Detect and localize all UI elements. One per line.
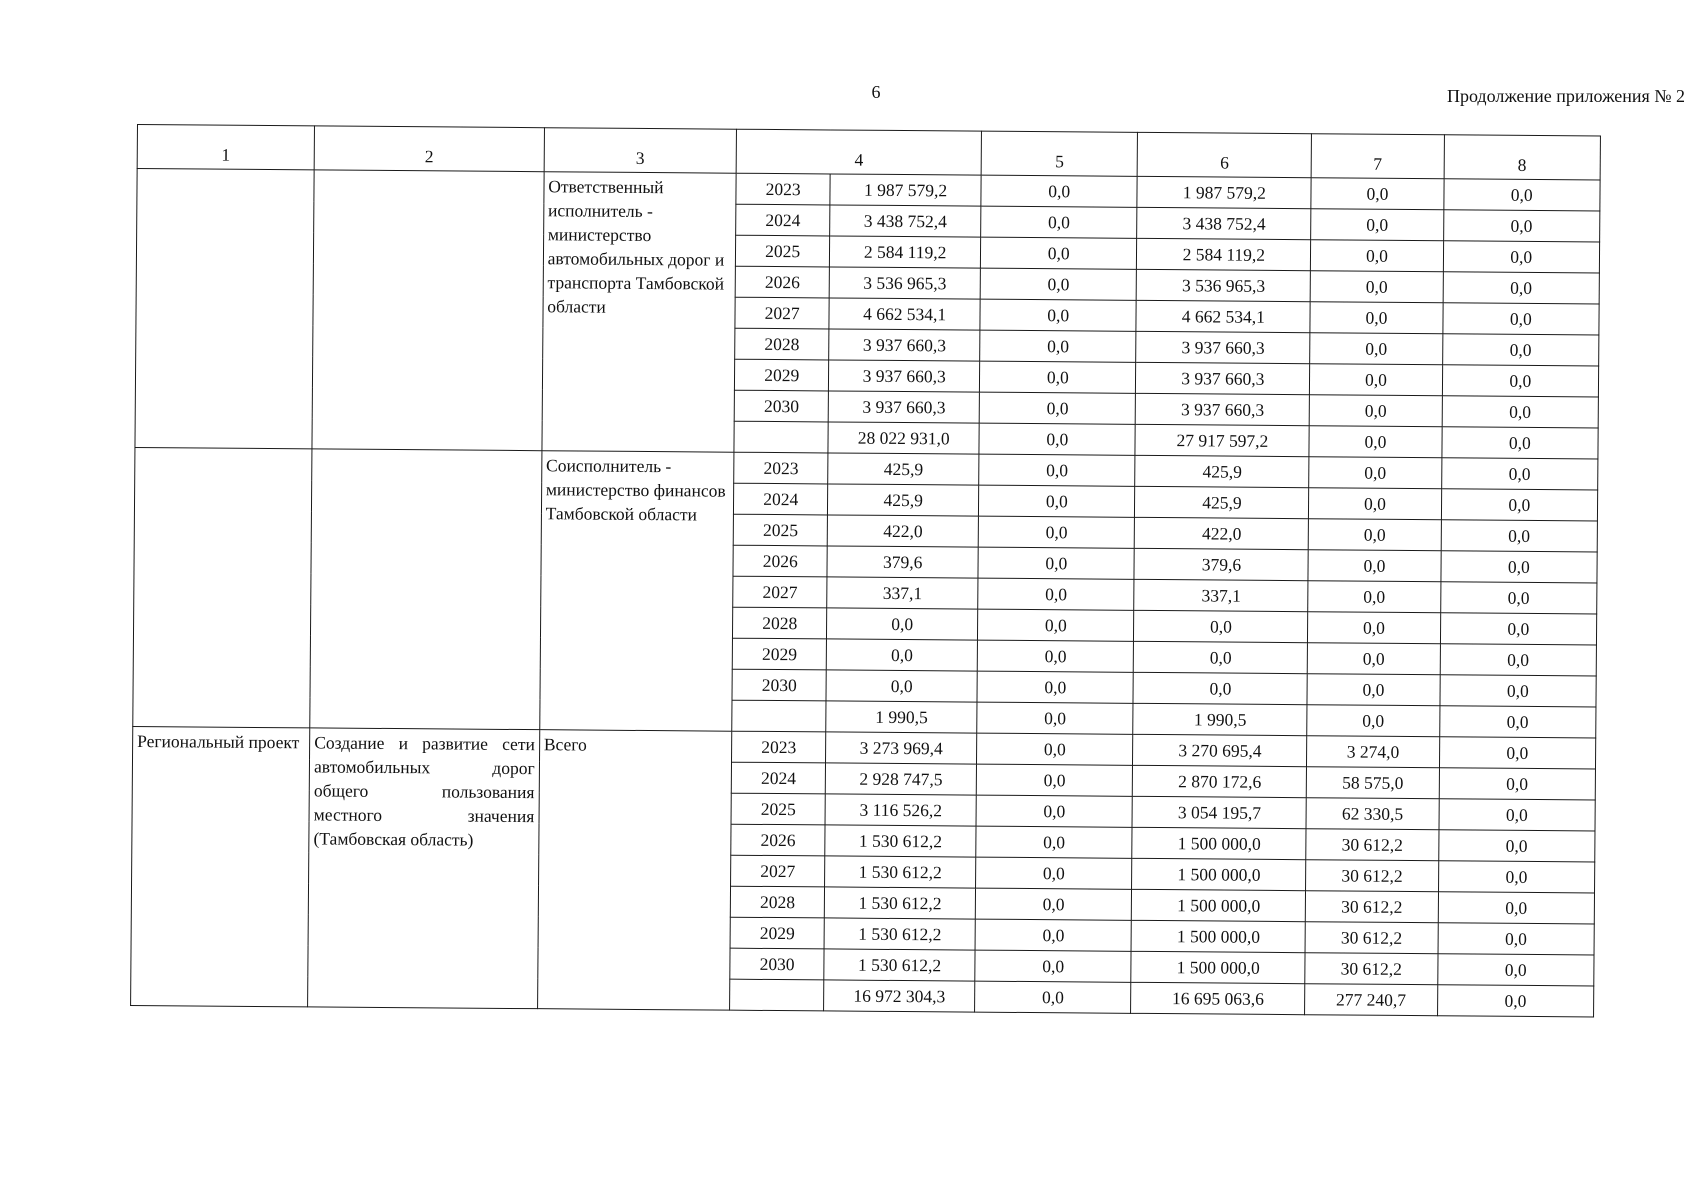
- amount-cell-c7: 30 612,2: [1306, 860, 1439, 892]
- year-cell: 2023: [734, 452, 828, 484]
- budget-table: [130, 124, 1601, 1017]
- amount-cell-c6: 2 584 119,2: [1137, 238, 1311, 270]
- year-cell: 2028: [730, 886, 824, 918]
- amount-cell-c7: 0,0: [1308, 643, 1441, 675]
- amount-cell-c7: 0,0: [1309, 395, 1442, 427]
- amount-cell-c7: 0,0: [1308, 581, 1441, 613]
- amount-cell-c5: 0,0: [977, 640, 1134, 672]
- amount-cell-c4: 3 438 752,4: [830, 205, 981, 237]
- year-cell: 2029: [732, 638, 826, 670]
- amount-cell-c5: 0,0: [979, 423, 1136, 455]
- amount-cell-c5: 0,0: [978, 547, 1135, 579]
- amount-cell-c5: 0,0: [976, 857, 1133, 889]
- amount-cell-c6: 3 937 660,3: [1136, 362, 1310, 394]
- amount-cell-c7: 0,0: [1310, 271, 1443, 303]
- amount-cell-c5: 0,0: [977, 702, 1134, 734]
- amount-cell-c5: 0,0: [980, 330, 1137, 362]
- amount-cell-c5: 0,0: [981, 206, 1138, 238]
- amount-cell-c8: 0,0: [1439, 737, 1596, 769]
- amount-cell-c4: 28 022 931,0: [828, 422, 979, 454]
- column-header-8: 8: [1444, 135, 1601, 180]
- year-cell: 2030: [730, 948, 824, 980]
- amount-cell-c6: 425,9: [1135, 486, 1309, 518]
- amount-cell-c6: 1 500 000,0: [1132, 889, 1306, 921]
- amount-cell-c4: 3 116 526,2: [825, 794, 976, 826]
- amount-cell-c8: 0,0: [1441, 520, 1598, 552]
- year-cell: 2030: [732, 669, 826, 701]
- amount-cell-c7: 0,0: [1308, 550, 1441, 582]
- amount-cell-c5: 0,0: [979, 485, 1136, 517]
- column-header-7: 7: [1311, 134, 1444, 179]
- year-cell: 2025: [736, 235, 830, 267]
- year-cell: [730, 979, 824, 1011]
- year-cell: 2024: [736, 204, 830, 236]
- amount-cell-c5: 0,0: [977, 671, 1134, 703]
- amount-cell-c6: 3 536 965,3: [1137, 269, 1311, 301]
- executor-cell: Соисполнитель - министерство финансов Тамбовской области: [539, 451, 734, 732]
- amount-cell-c7: 0,0: [1309, 488, 1442, 520]
- amount-cell-c8: 0,0: [1438, 923, 1595, 955]
- amount-cell-c5: 0,0: [976, 826, 1133, 858]
- amount-cell-c6: 0,0: [1134, 610, 1308, 642]
- amount-cell-c7: 0,0: [1310, 364, 1443, 396]
- year-cell: 2023: [736, 173, 830, 205]
- amount-cell-c5: 0,0: [975, 950, 1132, 982]
- amount-cell-c8: 0,0: [1439, 799, 1596, 831]
- amount-cell-c4: 3 536 965,3: [829, 267, 980, 299]
- column-header-5: 5: [981, 131, 1138, 176]
- amount-cell-c4: 2 584 119,2: [830, 236, 981, 268]
- amount-cell-c8: 0,0: [1440, 613, 1597, 645]
- amount-cell-c8: 0,0: [1441, 458, 1598, 490]
- amount-cell-c6: 1 500 000,0: [1132, 858, 1306, 890]
- year-cell: [732, 700, 826, 732]
- executor-cell: Всего: [537, 730, 732, 1011]
- amount-cell-c6: 3 937 660,3: [1136, 393, 1310, 425]
- year-cell: 2026: [733, 545, 827, 577]
- amount-cell-c6: 3 270 695,4: [1133, 734, 1307, 766]
- amount-cell-c6: 422,0: [1135, 517, 1309, 549]
- amount-cell-c8: 0,0: [1443, 241, 1600, 273]
- amount-cell-c5: 0,0: [978, 609, 1135, 641]
- amount-cell-c6: 1 500 000,0: [1132, 827, 1306, 859]
- amount-cell-c4: 0,0: [827, 608, 978, 640]
- amount-cell-c7: 30 612,2: [1306, 829, 1439, 861]
- amount-cell-c8: 0,0: [1442, 365, 1599, 397]
- year-cell: 2029: [735, 359, 829, 391]
- year-cell: 2026: [731, 824, 825, 856]
- amount-cell-c6: 27 917 597,2: [1135, 424, 1309, 456]
- amount-cell-c5: 0,0: [978, 516, 1135, 548]
- amount-cell-c8: 0,0: [1438, 892, 1595, 924]
- amount-cell-c6: 1 500 000,0: [1131, 951, 1305, 983]
- amount-cell-c8: 0,0: [1443, 179, 1600, 211]
- amount-cell-c8: 0,0: [1442, 303, 1599, 335]
- year-cell: 2028: [735, 328, 829, 360]
- amount-cell-c7: 0,0: [1310, 302, 1443, 334]
- amount-cell-c6: 425,9: [1135, 455, 1309, 487]
- amount-cell-c4: 379,6: [827, 546, 978, 578]
- amount-cell-c5: 0,0: [976, 764, 1133, 796]
- year-cell: 2024: [734, 483, 828, 515]
- amount-cell-c4: 0,0: [826, 670, 977, 702]
- amount-cell-c8: 0,0: [1443, 272, 1600, 304]
- amount-cell-c8: 0,0: [1443, 210, 1600, 242]
- amount-cell-c6: 3 937 660,3: [1136, 331, 1310, 363]
- row-category-cell: Региональный проект: [131, 726, 310, 1006]
- amount-cell-c4: 425,9: [828, 453, 979, 485]
- year-cell: 2024: [731, 762, 825, 794]
- amount-cell-c8: 0,0: [1439, 706, 1596, 738]
- amount-cell-c4: 425,9: [828, 484, 979, 516]
- amount-cell-c6: 1 990,5: [1133, 703, 1307, 735]
- amount-cell-c6: 3 438 752,4: [1137, 207, 1311, 239]
- amount-cell-c8: 0,0: [1437, 985, 1594, 1017]
- appendix-continuation-note: Продолжение приложения № 2: [1446, 86, 1685, 106]
- amount-cell-c7: 0,0: [1307, 705, 1440, 737]
- column-header-2: 2: [314, 126, 544, 172]
- column-header-4: 4: [736, 129, 981, 175]
- amount-cell-c7: 0,0: [1307, 674, 1440, 706]
- year-cell: 2030: [734, 390, 828, 422]
- column-header-1: 1: [137, 125, 314, 170]
- year-cell: 2023: [732, 731, 826, 763]
- amount-cell-c5: 0,0: [980, 268, 1137, 300]
- amount-cell-c5: 0,0: [975, 919, 1132, 951]
- amount-cell-c7: 277 240,7: [1305, 984, 1438, 1016]
- amount-cell-c4: 16 972 304,3: [824, 980, 975, 1012]
- year-cell: 2028: [733, 607, 827, 639]
- amount-cell-c6: 3 054 195,7: [1132, 796, 1306, 828]
- amount-cell-c7: 62 330,5: [1306, 798, 1439, 830]
- amount-cell-c7: 0,0: [1309, 426, 1442, 458]
- amount-cell-c4: 1 987 579,2: [830, 174, 981, 206]
- amount-cell-c6: 2 870 172,6: [1133, 765, 1307, 797]
- amount-cell-c8: 0,0: [1441, 551, 1598, 583]
- amount-cell-c8: 0,0: [1437, 954, 1594, 986]
- amount-cell-c4: 1 530 612,2: [824, 918, 975, 950]
- row-category-cell: [133, 447, 312, 727]
- year-cell: 2027: [733, 576, 827, 608]
- amount-cell-c7: 0,0: [1309, 457, 1442, 489]
- amount-cell-c8: 0,0: [1438, 861, 1595, 893]
- amount-cell-c5: 0,0: [978, 578, 1135, 610]
- amount-cell-c4: 337,1: [827, 577, 978, 609]
- amount-cell-c7: 0,0: [1308, 519, 1441, 551]
- amount-cell-c7: 0,0: [1311, 240, 1444, 272]
- project-name-cell: [310, 449, 542, 730]
- amount-cell-c7: 30 612,2: [1306, 891, 1439, 923]
- row-category-cell: [135, 169, 314, 449]
- page-number: 6: [871, 82, 881, 102]
- amount-cell-c8: 0,0: [1441, 489, 1598, 521]
- amount-cell-c5: 0,0: [976, 795, 1133, 827]
- amount-cell-c4: 2 928 747,5: [825, 763, 976, 795]
- column-header-6: 6: [1138, 132, 1312, 177]
- project-name-cell: Создание и развитие сети автомобильных дорог общего пользования местного значения (Тамбовская область): [308, 728, 540, 1009]
- executor-cell: Ответственный исполнитель - министерство автомобильных дорог и транспорта Тамбовской области: [542, 172, 737, 453]
- project-name-cell: [312, 170, 544, 451]
- amount-cell-c4: 1 530 612,2: [824, 887, 975, 919]
- amount-cell-c5: 0,0: [979, 392, 1136, 424]
- amount-cell-c8: 0,0: [1442, 396, 1599, 428]
- amount-cell-c4: 3 273 969,4: [826, 732, 977, 764]
- amount-cell-c6: 4 662 534,1: [1136, 300, 1310, 332]
- amount-cell-c6: 1 500 000,0: [1131, 920, 1305, 952]
- amount-cell-c5: 0,0: [975, 888, 1132, 920]
- amount-cell-c6: 0,0: [1134, 641, 1308, 673]
- year-cell: 2025: [731, 793, 825, 825]
- amount-cell-c5: 0,0: [980, 361, 1137, 393]
- amount-cell-c7: 58 575,0: [1307, 767, 1440, 799]
- amount-cell-c7: 0,0: [1311, 178, 1444, 210]
- year-cell: 2029: [730, 917, 824, 949]
- amount-cell-c5: 0,0: [981, 175, 1138, 207]
- amount-cell-c8: 0,0: [1440, 582, 1597, 614]
- amount-cell-c4: 3 937 660,3: [829, 329, 980, 361]
- amount-cell-c8: 0,0: [1439, 768, 1596, 800]
- amount-cell-c4: 1 530 612,2: [825, 856, 976, 888]
- amount-cell-c4: 3 937 660,3: [828, 391, 979, 423]
- amount-cell-c6: 1 987 579,2: [1137, 176, 1311, 208]
- amount-cell-c5: 0,0: [980, 237, 1137, 269]
- amount-cell-c5: 0,0: [979, 454, 1136, 486]
- amount-cell-c4: 4 662 534,1: [829, 298, 980, 330]
- amount-cell-c7: 30 612,2: [1305, 953, 1438, 985]
- amount-cell-c8: 0,0: [1440, 675, 1597, 707]
- amount-cell-c8: 0,0: [1440, 644, 1597, 676]
- year-cell: 2027: [735, 297, 829, 329]
- amount-cell-c7: 30 612,2: [1305, 922, 1438, 954]
- amount-cell-c4: 3 937 660,3: [829, 360, 980, 392]
- amount-cell-c5: 0,0: [980, 299, 1137, 331]
- amount-cell-c8: 0,0: [1442, 427, 1599, 459]
- amount-cell-c4: 422,0: [827, 515, 978, 547]
- amount-cell-c7: 3 274,0: [1307, 736, 1440, 768]
- column-header-3: 3: [544, 128, 737, 174]
- amount-cell-c8: 0,0: [1442, 334, 1599, 366]
- year-cell: 2026: [735, 266, 829, 298]
- amount-cell-c7: 0,0: [1308, 612, 1441, 644]
- amount-cell-c4: 1 990,5: [826, 701, 977, 733]
- amount-cell-c6: 379,6: [1134, 548, 1308, 580]
- amount-cell-c6: 0,0: [1133, 672, 1307, 704]
- amount-cell-c6: 16 695 063,6: [1131, 982, 1305, 1014]
- amount-cell-c5: 0,0: [975, 981, 1132, 1013]
- year-cell: [734, 421, 828, 453]
- amount-cell-c5: 0,0: [977, 733, 1134, 765]
- amount-cell-c4: 1 530 612,2: [824, 949, 975, 981]
- amount-cell-c4: 1 530 612,2: [825, 825, 976, 857]
- amount-cell-c8: 0,0: [1438, 830, 1595, 862]
- amount-cell-c7: 0,0: [1310, 333, 1443, 365]
- amount-cell-c6: 337,1: [1134, 579, 1308, 611]
- year-cell: 2025: [733, 514, 827, 546]
- year-cell: 2027: [731, 855, 825, 887]
- amount-cell-c4: 0,0: [826, 639, 977, 671]
- amount-cell-c7: 0,0: [1311, 209, 1444, 241]
